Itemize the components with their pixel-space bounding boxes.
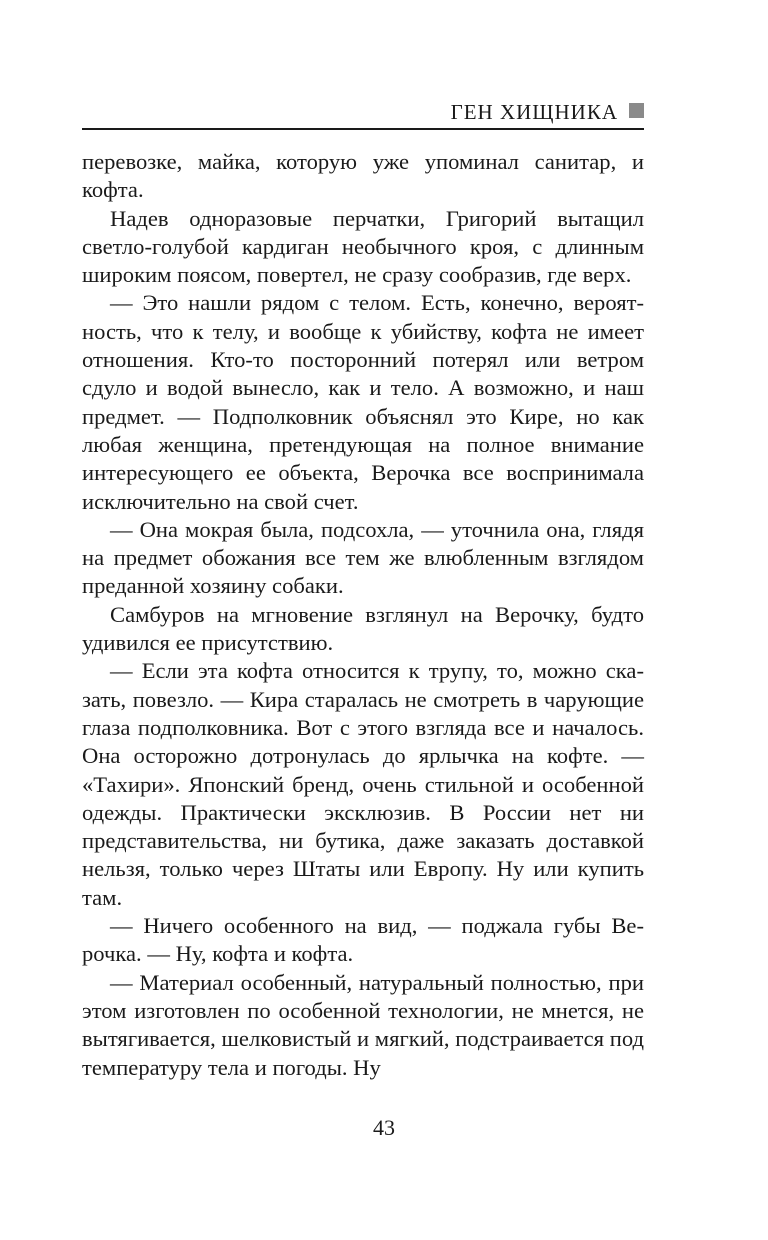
paragraph: — Материал особенный, натуральный полностью, при этом изготовлен по особенной технологии, не мнется, не вытягивается, шелковистый и мягкий, подстраивается под температуру тела и погоды. Ну <box>82 969 644 1080</box>
running-head-title: ГЕН ХИЩНИКА <box>450 100 618 124</box>
running-head-square-mark <box>629 103 644 118</box>
paragraph-continued: перевозке, майка, которую уже упоминал санитар, и кофта. <box>82 149 644 203</box>
body-text <box>82 148 644 1082</box>
page-number: 43 <box>373 1115 395 1140</box>
paragraph: — Это нашли рядом с телом. Есть, конечно, вероятность, что к телу, и вообще к убийству, кофта не имеет отношения. Кто-то посторонний потерял или ветром сдуло и водой вынесло, как и тело. А возможно, и наш предмет. — Подполковник объяснял это Кире, но как любая женщина, претендующая на полное внимание интересующего ее объекта, Верочка все воспринимала исключительно на свой счет. <box>82 290 644 514</box>
paragraph: Самбуров на мгновение взглянул на Верочку, будто удивился ее присутствию. <box>82 601 644 656</box>
running-head <box>82 96 644 130</box>
paragraph: — Она мокрая была, подсохла, — уточнила она, глядя на предмет обожания все тем же влюбленным взглядом преданной хозяину собаки. <box>82 516 644 599</box>
paragraph: — Если эта кофта относится к трупу, то, можно сказать, повезло. — Кира старалась не смотреть в чарующие глаза подполковника. Вот с этого взгляда все и началось. Она осторожно дотронулась до ярлычка на кофте. — «Тахири». Японский бренд, очень стильной и особенной одежды. Практически эксклюзив. В России нет ни представительства, ни бутика, даже заказать доставкой нельзя, только через Штаты или Европу. Ну или купить там. <box>82 658 644 910</box>
paragraph: Надев одноразовые перчатки, Григорий вытащил светло-голубой кардиган необычного кроя, с длинным широким поясом, повертел, не сразу сообразив, где верх. <box>82 205 644 288</box>
paragraph: — Ничего особенного на вид, — поджала губы Верочка. — Ну, кофта и кофта. <box>82 913 644 967</box>
